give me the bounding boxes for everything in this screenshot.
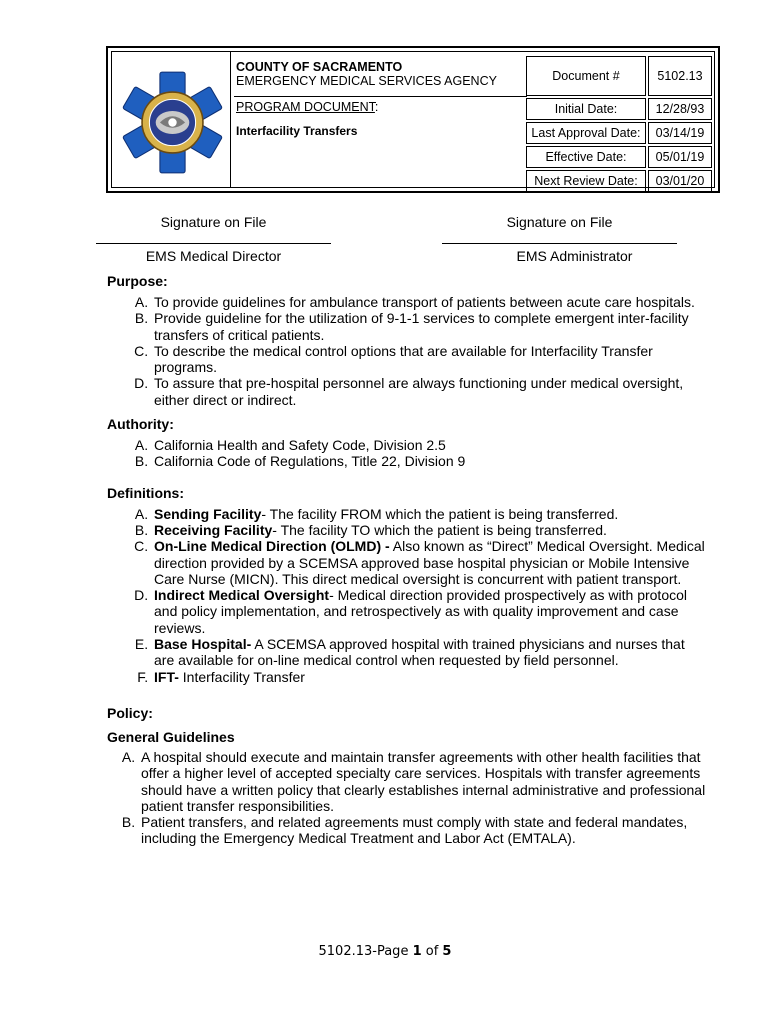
definition-text: - Medical direction provided prospectively as with protocol and policy implementation, and retrospectively as with quality improvement and case reviews. xyxy=(154,587,688,636)
definition-term: Indirect Medical Oversight xyxy=(154,587,330,604)
list-item xyxy=(152,587,707,636)
general-guidelines-heading: General Guidelines xyxy=(107,728,235,745)
list-item xyxy=(152,636,707,669)
document-type-label: PROGRAM DOCUMENT xyxy=(236,100,375,114)
header-titles xyxy=(236,60,516,138)
meta-row xyxy=(526,170,712,192)
document-body xyxy=(107,273,707,847)
meta-row xyxy=(526,122,712,144)
star-of-life-seal-icon xyxy=(120,70,225,175)
left-signature-title: EMS Medical Director xyxy=(145,248,282,264)
definitions-heading: Definitions: xyxy=(107,484,184,501)
meta-label: Last Approval Date: xyxy=(526,122,646,144)
list-item: A. A hospital should execute and maintain transfer agreements with other health facilities that offer a higher level of accepted specialty care services. Hospitals with transfer agreements should have a written policy that clearly establishes internal administrative and professional patient transfer responsibilities. xyxy=(139,749,707,814)
list-item: B. Patient transfers, and related agreements must comply with state and federal mandates, including the Emergency Medical Treatment and Labor Act (EMTALA). xyxy=(139,814,707,847)
definition-text: A SCEMSA approved hospital with trained physicians and nurses that are available for on-line medical control when requested by field personnel. xyxy=(154,636,685,669)
right-signature: Signature on File xyxy=(506,214,613,230)
definition-text: Also known as “Direct” Medical Oversight. Medical direction provided by a SCEMSA approved base hospital physician or Mobile Intensive Care Nurse (MICN). This direct medical oversight is concurrent with patient transport. xyxy=(154,538,705,587)
list-item: D. To assure that pre-hospital personnel are always functioning under medical oversight, either direct or indirect. xyxy=(152,375,707,408)
definition-term: IFT- xyxy=(154,668,179,685)
footer-prefix: 5102.13-Page xyxy=(318,944,413,959)
list-item xyxy=(152,669,707,685)
agency-line-2: EMERGENCY MEDICAL SERVICES AGENCY xyxy=(236,74,497,88)
logo-cell xyxy=(112,52,231,187)
header-divider xyxy=(234,96,527,97)
left-signature: Signature on File xyxy=(160,214,267,230)
definition-term: Receiving Facility xyxy=(154,521,273,538)
authority-list xyxy=(107,437,707,470)
definition-term: Base Hospital- xyxy=(154,636,252,653)
document-title: Interfacility Transfers xyxy=(236,124,358,138)
meta-label: Document # xyxy=(526,56,646,96)
meta-value: 03/01/20 xyxy=(648,170,712,192)
purpose-heading: Purpose: xyxy=(107,273,168,289)
document-type-suffix: : xyxy=(374,100,379,114)
list-item: B. Provide guideline for the utilization of 9-1-1 services to complete emergent inter-facility transfers of critical patients. xyxy=(152,310,707,343)
definition-text: - The facility FROM which the patient is being transferred. xyxy=(261,505,619,522)
document-header-inner xyxy=(111,51,715,188)
definition-text: - The facility TO which the patient is being transferred. xyxy=(272,521,607,538)
right-signature-title: EMS Administrator xyxy=(516,248,633,264)
meta-value: 5102.13 xyxy=(648,56,712,96)
footer-of: of xyxy=(421,944,443,959)
page-footer xyxy=(0,944,770,959)
list-item: B. California Code of Regulations, Title 22, Division 9 xyxy=(152,453,707,469)
document-meta-table xyxy=(524,54,714,194)
meta-row xyxy=(526,56,712,96)
authority-heading: Authority: xyxy=(107,416,174,433)
definitions-list xyxy=(107,506,707,685)
list-item xyxy=(152,538,707,587)
left-signature-line xyxy=(96,243,331,244)
list-item: A. To provide guidelines for ambulance transport of patients between acute care hospitals. xyxy=(152,294,707,310)
agency-line-1: COUNTY OF SACRAMENTO xyxy=(236,60,403,74)
list-item xyxy=(152,506,707,522)
document-header xyxy=(106,46,720,193)
purpose-list xyxy=(107,294,707,408)
list-item: C. To describe the medical control options that are available for Interfacility Transfer programs. xyxy=(152,343,707,376)
meta-row xyxy=(526,98,712,120)
meta-label: Effective Date: xyxy=(526,146,646,168)
list-item: A. California Health and Safety Code, Division 2.5 xyxy=(152,437,707,453)
policy-heading: Policy: xyxy=(107,704,153,721)
definition-term: On-Line Medical Direction (OLMD) - xyxy=(154,538,390,555)
meta-label: Next Review Date: xyxy=(526,170,646,192)
meta-value: 03/14/19 xyxy=(648,122,712,144)
footer-page-total: 5 xyxy=(442,944,452,959)
right-signature-line xyxy=(442,243,677,244)
footer-page-number: 1 xyxy=(412,944,422,959)
list-item xyxy=(152,522,707,538)
policy-list xyxy=(107,749,707,847)
definition-text: Interfacility Transfer xyxy=(178,668,305,685)
definition-term: Sending Facility xyxy=(154,505,262,522)
meta-value: 05/01/19 xyxy=(648,146,712,168)
document-type xyxy=(236,100,516,114)
meta-row xyxy=(526,146,712,168)
meta-value: 12/28/93 xyxy=(648,98,712,120)
meta-label: Initial Date: xyxy=(526,98,646,120)
